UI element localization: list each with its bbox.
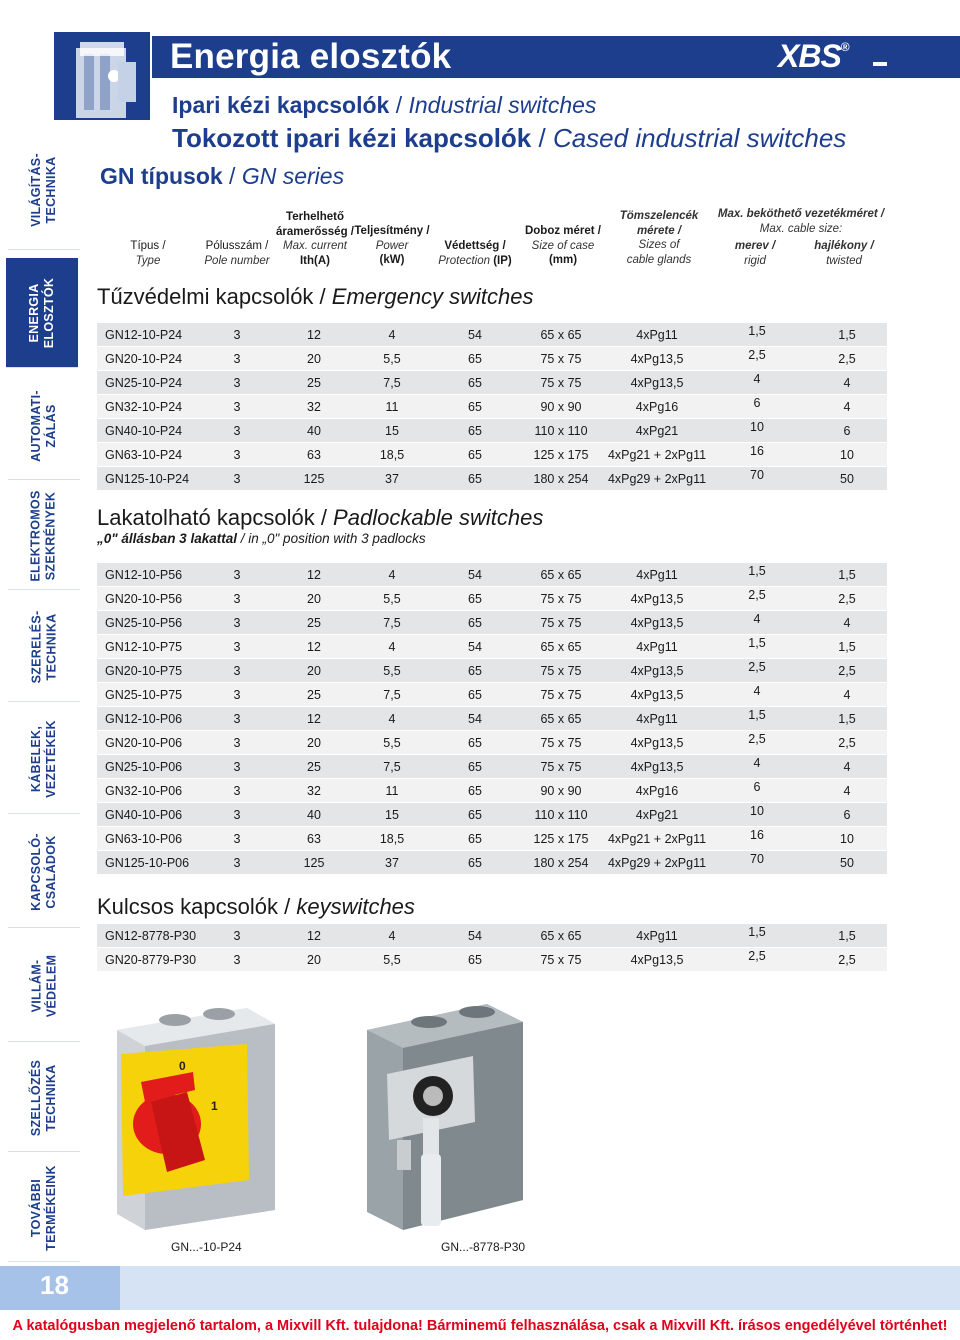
emergency-switch-photo	[117, 1008, 275, 1230]
table-cell: 2,5	[748, 588, 766, 602]
table-cell: 4xPg16	[635, 784, 679, 798]
sidebar-tab-switch-families[interactable]: KAPCSOLÓ- CSALÁDOK	[8, 816, 80, 928]
table-cell: 2,5	[748, 732, 766, 746]
table-cell: 4xPg11	[636, 640, 678, 654]
table-cell: 32	[307, 400, 321, 414]
table-cell: 1,5	[838, 712, 856, 726]
table-cell: 4	[843, 784, 851, 798]
table-row	[97, 779, 887, 803]
sidebar-tab-energy[interactable]: ENERGIA ELOSZTÓK	[6, 258, 78, 368]
table-row	[97, 731, 887, 755]
table-cell: 70	[750, 852, 764, 866]
table-row	[97, 851, 887, 875]
table-cell: 25	[307, 616, 321, 630]
table-cell: 3	[233, 472, 241, 486]
table-cell: 7,5	[383, 688, 401, 702]
table-cell: 54	[468, 328, 482, 342]
table-cell: 125 x 175	[533, 832, 589, 846]
table-cell: 110 x 110	[534, 424, 588, 438]
table-cell: 3	[233, 832, 241, 846]
table-cell: 4	[388, 929, 396, 943]
table-cell: 65	[468, 832, 482, 846]
table-cell: 4xPg11	[636, 568, 678, 582]
table-cell: 65	[468, 592, 482, 606]
table-cell: 75 x 75	[540, 736, 582, 750]
sidebar-tab-automation[interactable]: AUTOMATI- ZÁLÁS	[8, 372, 80, 480]
key-switch-photo	[367, 1004, 523, 1230]
category-sidebar	[0, 0, 80, 1340]
table-cell: 15	[385, 808, 399, 822]
table-row	[97, 395, 887, 419]
table-cell: 4xPg13,5	[630, 736, 684, 750]
table-cell: 5,5	[383, 352, 401, 366]
padlock-table	[97, 563, 887, 875]
table-cell: 11	[385, 784, 399, 798]
table-cell: GN25-10-P56	[105, 616, 183, 630]
table-cell: 75 x 75	[540, 616, 582, 630]
table-cell: 3	[233, 352, 241, 366]
col-header-type: Típus / Type	[130, 240, 166, 267]
table-cell: 20	[307, 953, 321, 967]
table-row	[97, 827, 887, 851]
photo-caption-right: GN...-8778-P30	[441, 1240, 526, 1254]
table-cell: 4	[753, 684, 761, 698]
table-cell: 4xPg13,5	[630, 376, 684, 390]
brand-underline	[873, 62, 887, 66]
table-cell: 1,5	[838, 929, 856, 943]
table-cell: 3	[233, 760, 241, 774]
table-cell: 3	[233, 784, 241, 798]
table-cell: 18,5	[379, 448, 405, 462]
table-cell: 3	[233, 953, 241, 967]
table-cell: 4xPg13,5	[630, 664, 684, 678]
section-subtitle-padlock: „0" állásban 3 lakattal / in „0" position with 3 padlocks	[97, 531, 426, 546]
table-row	[97, 371, 887, 395]
table-cell: 4xPg21	[635, 808, 679, 822]
table-cell: 3	[233, 929, 241, 943]
sidebar-tab-cabinets[interactable]: ELEKTROMOS SZEKRÉNYEK	[8, 482, 80, 590]
table-cell: 4	[388, 328, 396, 342]
table-cell: GN20-10-P24	[105, 352, 183, 366]
sidebar-tab-installation[interactable]: SZERELÉS- TECHNIKA	[8, 592, 80, 702]
table-cell: 3	[233, 808, 241, 822]
table-cell: 50	[840, 472, 854, 486]
product-photo-illustration	[97, 990, 567, 1240]
page-title: Energia elosztók	[170, 37, 452, 76]
table-cell: 65	[468, 784, 482, 798]
table-cell: 50	[840, 856, 854, 870]
heading-industrial-switches: Ipari kézi kapcsolók / Industrial switches	[172, 92, 597, 118]
table-cell: 25	[307, 688, 321, 702]
col-header-glands: Tömszelencék mérete / Sizes of cable glands	[619, 210, 699, 266]
col-header-protection: Védettség / Protection (IP)	[438, 240, 512, 267]
table-cell: 11	[385, 400, 399, 414]
col-header-power: Teljesítmény / Power (kW)	[354, 225, 430, 266]
table-cell: 3	[233, 688, 241, 702]
table-cell: GN25-10-P24	[105, 376, 183, 390]
table-cell: 2,5	[838, 664, 856, 678]
table-cell: 5,5	[383, 953, 401, 967]
table-cell: 1,5	[748, 324, 766, 338]
table-cell: 2,5	[838, 352, 856, 366]
table-cell: 2,5	[748, 660, 766, 674]
table-cell: 4xPg13,5	[630, 616, 684, 630]
table-cell: 16	[750, 444, 764, 458]
table-cell: 1,5	[748, 708, 766, 722]
table-cell: 25	[307, 376, 321, 390]
svg-text:1: 1	[211, 1099, 218, 1113]
table-cell: 18,5	[379, 832, 405, 846]
table-cell: 65 x 65	[540, 640, 582, 654]
table-row	[97, 611, 887, 635]
table-row	[97, 659, 887, 683]
table-cell: 125 x 175	[533, 448, 589, 462]
table-cell: 4	[843, 400, 851, 414]
table-cell: 40	[307, 424, 321, 438]
table-cell: 2,5	[838, 736, 856, 750]
table-cell: 65 x 65	[540, 712, 582, 726]
table-cell: 2,5	[748, 348, 766, 362]
emergency-table	[97, 323, 887, 491]
sidebar-tab-cables[interactable]: KÁBELEK, VEZETÉKEK	[8, 704, 80, 814]
table-cell: 54	[468, 929, 482, 943]
table-cell: 65	[468, 472, 482, 486]
table-cell: 4xPg13,5	[630, 592, 684, 606]
table-cell: GN40-10-P24	[105, 424, 183, 438]
table-cell: GN25-10-P75	[105, 688, 183, 702]
table-cell: 1,5	[748, 925, 766, 939]
section-title-emergency: Tűzvédelmi kapcsolók / Emergency switches	[97, 284, 534, 309]
table-cell: 10	[840, 832, 854, 846]
table-cell: 20	[307, 592, 321, 606]
table-cell: 4	[843, 376, 851, 390]
table-cell: 65	[468, 424, 482, 438]
table-row	[97, 443, 887, 467]
sidebar-tab-ventilation[interactable]: SZELLŐZÉS TECHNIKA	[8, 1044, 80, 1152]
col-header-rigid: merev / rigid	[734, 240, 776, 267]
table-cell: 3	[233, 328, 241, 342]
table-cell: 90 x 90	[540, 400, 582, 414]
table-cell: 1,5	[838, 328, 856, 342]
table-cell: 2,5	[748, 949, 766, 963]
table-cell: 12	[307, 640, 321, 654]
table-cell: GN20-10-P75	[105, 664, 183, 678]
table-cell: 3	[233, 712, 241, 726]
table-cell: 4xPg13,5	[630, 688, 684, 702]
table-row	[97, 924, 887, 948]
key-table	[97, 924, 887, 972]
table-cell: 10	[840, 448, 854, 462]
table-cell: 3	[233, 376, 241, 390]
table-row	[97, 467, 887, 491]
table-cell: 4xPg21 + 2xPg11	[607, 832, 707, 846]
table-cell: 75 x 75	[540, 760, 582, 774]
table-cell: GN12-10-P24	[105, 328, 183, 342]
table-cell: 20	[307, 352, 321, 366]
table-cell: GN63-10-P24	[105, 448, 183, 462]
table-row	[97, 323, 887, 347]
table-cell: GN40-10-P06	[105, 808, 183, 822]
table-cell: 4xPg11	[636, 328, 678, 342]
heading-cased-switches: Tokozott ipari kézi kapcsolók / Cased industrial switches	[172, 123, 847, 153]
table-cell: 2,5	[838, 953, 856, 967]
table-cell: 110 x 110	[534, 808, 588, 822]
table-cell: 3	[233, 616, 241, 630]
table-cell: 65 x 65	[540, 328, 582, 342]
table-cell: 10	[750, 804, 764, 818]
table-row	[97, 563, 887, 587]
table-cell: 20	[307, 664, 321, 678]
table-cell: 180 x 254	[533, 856, 589, 870]
table-cell: 4xPg13,5	[630, 352, 684, 366]
table-cell: 20	[307, 736, 321, 750]
switchgear-icon	[54, 32, 152, 122]
table-cell: 7,5	[383, 376, 401, 390]
copyright-notice: A katalógusban megjelenő tartalom, a Mixvill Kft. tulajdona! Bárminemű felhasználása, csak a Mixvill Kft. írásos engedélyével történhet!	[12, 1318, 948, 1334]
col-header-current: Terhelhető áramerősség / Max. current Ith(A)	[276, 211, 354, 267]
table-cell: 125	[303, 856, 325, 870]
sidebar-tab-lightning[interactable]: VILLÁM- VÉDELEM	[8, 930, 80, 1042]
sidebar-tab-lighting[interactable]: VILÁGÍTÁS- TECHNIKA	[8, 130, 80, 250]
table-cell: 4	[388, 640, 396, 654]
table-cell: 4xPg16	[635, 400, 679, 414]
svg-text:0: 0	[179, 1059, 186, 1073]
table-cell: 1,5	[838, 568, 856, 582]
table-cell: 75 x 75	[540, 688, 582, 702]
table-cell: 5,5	[383, 592, 401, 606]
table-cell: 90 x 90	[540, 784, 582, 798]
table-cell: 40	[307, 808, 321, 822]
col-header-case: Doboz méret / Size of case (mm)	[524, 225, 602, 266]
table-cell: GN12-8778-P30	[105, 929, 197, 943]
table-cell: 3	[233, 664, 241, 678]
table-cell: 4xPg21	[635, 424, 679, 438]
table-cell: 15	[385, 424, 399, 438]
table-cell: 4	[843, 616, 851, 630]
table-cell: 3	[233, 592, 241, 606]
table-cell: GN12-10-P56	[105, 568, 183, 582]
table-cell: 6	[753, 396, 761, 410]
table-cell: 180 x 254	[533, 472, 589, 486]
table-cell: GN125-10-P24	[105, 472, 190, 486]
table-cell: 37	[385, 856, 399, 870]
table-cell: 65	[468, 856, 482, 870]
table-cell: 65	[468, 376, 482, 390]
table-cell: 4xPg11	[636, 929, 678, 943]
table-cell: 125	[303, 472, 325, 486]
table-row	[97, 707, 887, 731]
section-title-key: Kulcsos kapcsolók / keyswitches	[97, 894, 415, 919]
table-cell: 65	[468, 953, 482, 967]
table-cell: 4xPg13,5	[630, 760, 684, 774]
product-photos	[97, 990, 567, 1254]
table-cell: 7,5	[383, 616, 401, 630]
table-cell: 65	[468, 736, 482, 750]
photo-caption-left: GN...-10-P24	[171, 1240, 242, 1254]
table-cell: 75 x 75	[540, 953, 582, 967]
table-cell: 3	[233, 400, 241, 414]
table-cell: 4	[753, 756, 761, 770]
table-cell: 65	[468, 448, 482, 462]
table-cell: 1,5	[748, 636, 766, 650]
table-row	[97, 419, 887, 443]
table-cell: 12	[307, 712, 321, 726]
table-cell: 4xPg11	[636, 712, 678, 726]
table-cell: 65 x 65	[540, 929, 582, 943]
footer-bar	[120, 1266, 960, 1310]
table-cell: 6	[753, 780, 761, 794]
table-cell: 65	[468, 688, 482, 702]
table-cell: 6	[843, 808, 851, 822]
table-cell: 65	[468, 664, 482, 678]
table-cell: GN32-10-P06	[105, 784, 183, 798]
table-cell: 65	[468, 400, 482, 414]
table-cell: GN20-8779-P30	[105, 953, 197, 967]
table-cell: GN32-10-P24	[105, 400, 183, 414]
table-cell: 54	[468, 568, 482, 582]
table-cell: 4	[388, 568, 396, 582]
table-cell: 3	[233, 424, 241, 438]
table-cell: 16	[750, 828, 764, 842]
table-row	[97, 635, 887, 659]
table-row	[97, 347, 887, 371]
page-number: 18	[40, 1270, 69, 1300]
table-cell: 1,5	[748, 564, 766, 578]
table-row	[97, 948, 887, 972]
table-cell: 2,5	[838, 592, 856, 606]
table-row	[97, 755, 887, 779]
table-cell: 65	[468, 760, 482, 774]
table-cell: 75 x 75	[540, 592, 582, 606]
table-cell: 4	[388, 712, 396, 726]
table-cell: GN12-10-P06	[105, 712, 183, 726]
table-cell: 70	[750, 468, 764, 482]
category-logo	[52, 30, 152, 122]
table-cell: 54	[468, 640, 482, 654]
table-cell: 12	[307, 568, 321, 582]
heading-gn-series: GN típusok / GN series	[100, 163, 345, 189]
table-cell: 4	[753, 612, 761, 626]
table-cell: GN125-10-P06	[105, 856, 190, 870]
table-cell: 3	[233, 640, 241, 654]
brand-logo: XBS®	[778, 38, 849, 74]
table-cell: 4xPg29 + 2xPg11	[607, 856, 707, 870]
table-cell: 4xPg13,5	[630, 953, 684, 967]
table-cell: 3	[233, 448, 241, 462]
table-cell: GN12-10-P75	[105, 640, 183, 654]
table-cell: 3	[233, 568, 241, 582]
table-cell: GN25-10-P06	[105, 760, 183, 774]
table-cell: 37	[385, 472, 399, 486]
col-header-poles: Pólusszám / Pole number	[204, 240, 270, 267]
table-cell: 6	[843, 424, 851, 438]
table-cell: 75 x 75	[540, 664, 582, 678]
table-cell: 4	[753, 372, 761, 386]
section-title-padlock: Lakatolható kapcsolók / Padlockable switches	[97, 505, 544, 530]
table-cell: 75 x 75	[540, 352, 582, 366]
table-cell: 1,5	[838, 640, 856, 654]
table-cell: 65 x 65	[540, 568, 582, 582]
table-row	[97, 587, 887, 611]
table-cell: 5,5	[383, 736, 401, 750]
table-cell: GN63-10-P06	[105, 832, 183, 846]
table-cell: 63	[307, 832, 321, 846]
table-cell: 54	[468, 712, 482, 726]
table-cell: 4	[843, 688, 851, 702]
table-cell: 12	[307, 328, 321, 342]
table-cell: 4xPg21 + 2xPg11	[607, 448, 707, 462]
table-cell: 32	[307, 784, 321, 798]
table-cell: 63	[307, 448, 321, 462]
table-cell: 10	[750, 420, 764, 434]
table-cell: 65	[468, 808, 482, 822]
table-cell: 5,5	[383, 664, 401, 678]
table-cell: 75 x 75	[540, 376, 582, 390]
table-cell: 7,5	[383, 760, 401, 774]
table-cell: 4xPg29 + 2xPg11	[607, 472, 707, 486]
sidebar-tab-other-products[interactable]: TOVÁBBI TERMÉKEINK	[8, 1154, 80, 1262]
table-cell: 12	[307, 929, 321, 943]
table-row	[97, 683, 887, 707]
table-cell: GN20-10-P56	[105, 592, 183, 606]
table-cell: 65	[468, 352, 482, 366]
table-cell: 65	[468, 616, 482, 630]
table-cell: 3	[233, 856, 241, 870]
table-cell: GN20-10-P06	[105, 736, 183, 750]
table-row	[97, 803, 887, 827]
col-header-cable-size: Max. beköthető vezetékméret / Max. cable size:	[717, 208, 885, 235]
table-cell: 25	[307, 760, 321, 774]
table-cell: 4	[843, 760, 851, 774]
col-header-twisted: hajlékony / twisted	[814, 240, 874, 267]
table-cell: 3	[233, 736, 241, 750]
